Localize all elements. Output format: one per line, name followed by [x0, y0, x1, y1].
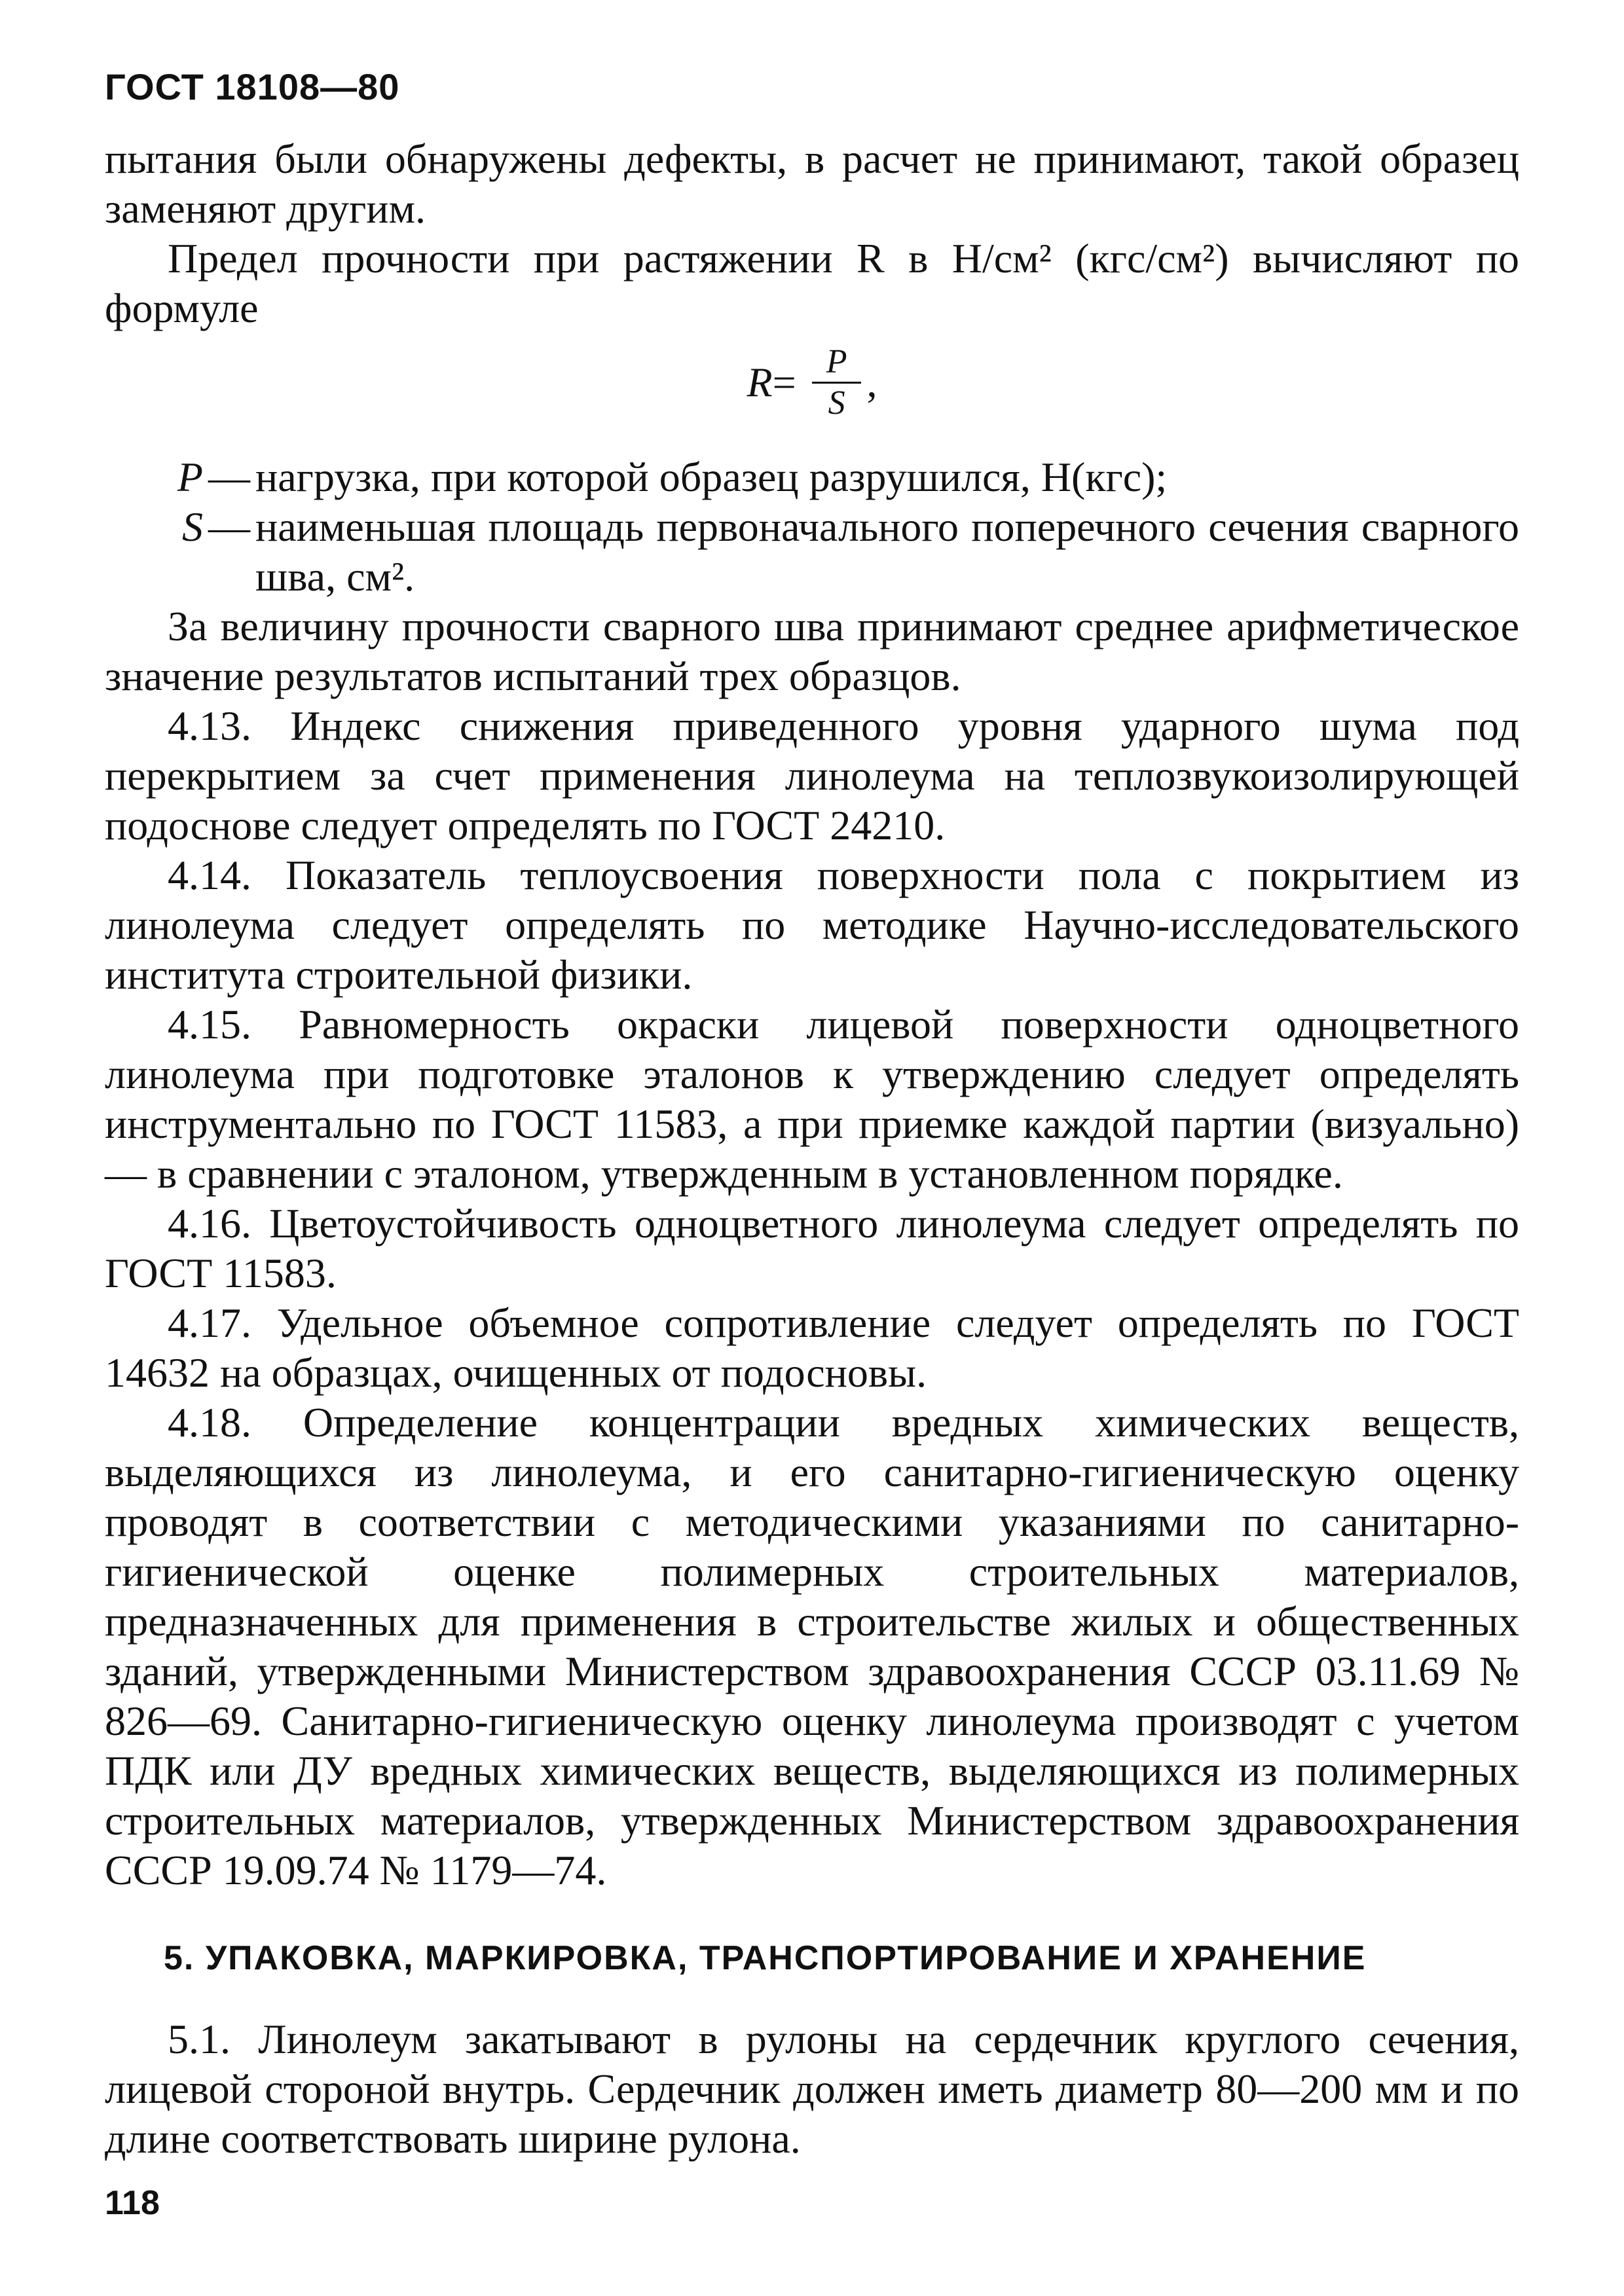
definition-text: нагрузка, при которой образец разрушился, Н(кгс); — [255, 454, 1168, 500]
definition-symbol: S — [182, 503, 203, 550]
formula-lhs: R — [747, 359, 773, 406]
item-4-17: 4.17. Удельное объемное сопротивление следует определять по ГОСТ 14632 на образцах, очищенных от подосновы. — [105, 1300, 1519, 1396]
item-4-18: 4.18. Определение концентрации вредных химических веществ, выделяющихся из линолеума, и его санитарно-гигиеническую оценку проводят в соответствии с методическими указаниями по санитарно-гигиенической оценке полимерных строительных материалов, предназначенных для применения в строительстве жилых и общественных зданий, утвержденными Министерством здравоохранения СССР 03.11.69 № 826—69. Санитарно-гигиеническую оценку линолеума производят с учетом ПДК или ДУ вредных химических веществ, выделяющихся из полимерных строительных материалов, утвержденных Министерством здравоохранения СССР 19.09.74 № 1179—74. — [105, 1399, 1519, 1893]
definition-s — [105, 502, 1519, 602]
formula-comma: , — [866, 359, 877, 406]
document-header: ГОСТ 18108—80 — [105, 66, 400, 107]
formula-denominator: S — [828, 384, 845, 422]
item-4-14: 4.14. Показатель теплоусвоения поверхности пола с покрытием из линолеума следует определять по методике Научно-исследовательского института строительной физики. — [105, 852, 1519, 998]
formula-fraction — [812, 342, 862, 423]
paragraph-continuation: пытания были обнаружены дефекты, в расчет не принимают, такой образец заменяют другим. — [105, 136, 1519, 232]
definition-p — [105, 452, 1519, 502]
definition-text: наименьшая площадь первоначального поперечного сечения сварного шва, см². — [255, 503, 1519, 600]
definition-symbol: P — [177, 454, 203, 500]
item-4-13: 4.13. Индекс снижения приведенного уровня ударного шума под перекрытием за счет применения линолеума на теплозвукоизолирующей подоснове следует определять по ГОСТ 24210. — [105, 702, 1519, 848]
definition-dash: — — [208, 503, 250, 550]
page-number: 118 — [105, 2184, 160, 2222]
formula-numerator: P — [812, 342, 862, 384]
paragraph-mean: За величину прочности сварного шва принимают среднее арифметическое значение результатов испытаний трех образцов. — [105, 603, 1519, 699]
formula-equals: = — [772, 359, 796, 406]
item-4-15: 4.15. Равномерность окраски лицевой поверхности одноцветного линолеума при подготовке эталонов к утверждению следует определять инструментально по ГОСТ 11583, а при приемке каждой партии (визуально) — в сравнении с эталоном, утвержденным в установленном порядке. — [105, 1001, 1519, 1197]
paragraph-strength: Предел прочности при растяжении R в Н/см² (кгс/см²) вычисляют по формуле — [105, 235, 1519, 331]
document-page — [105, 65, 1519, 2226]
section-5-title: 5. УПАКОВКА, МАРКИРОВКА, ТРАНСПОРТИРОВАНИЕ И ХРАНЕНИЕ — [164, 1939, 1367, 1977]
item-5-1: 5.1. Линолеум закатывают в рулоны на сердечник круглого сечения, лицевой стороной внутрь. Сердечник должен иметь диаметр 80—200 мм и по длине соответствовать ширине рулона. — [105, 2016, 1519, 2162]
document-body — [105, 134, 1519, 2164]
strength-formula — [105, 342, 1519, 441]
definition-dash: — — [208, 454, 250, 500]
item-4-16: 4.16. Цветоустойчивость одноцветного линолеума следует определять по ГОСТ 11583. — [105, 1200, 1519, 1296]
